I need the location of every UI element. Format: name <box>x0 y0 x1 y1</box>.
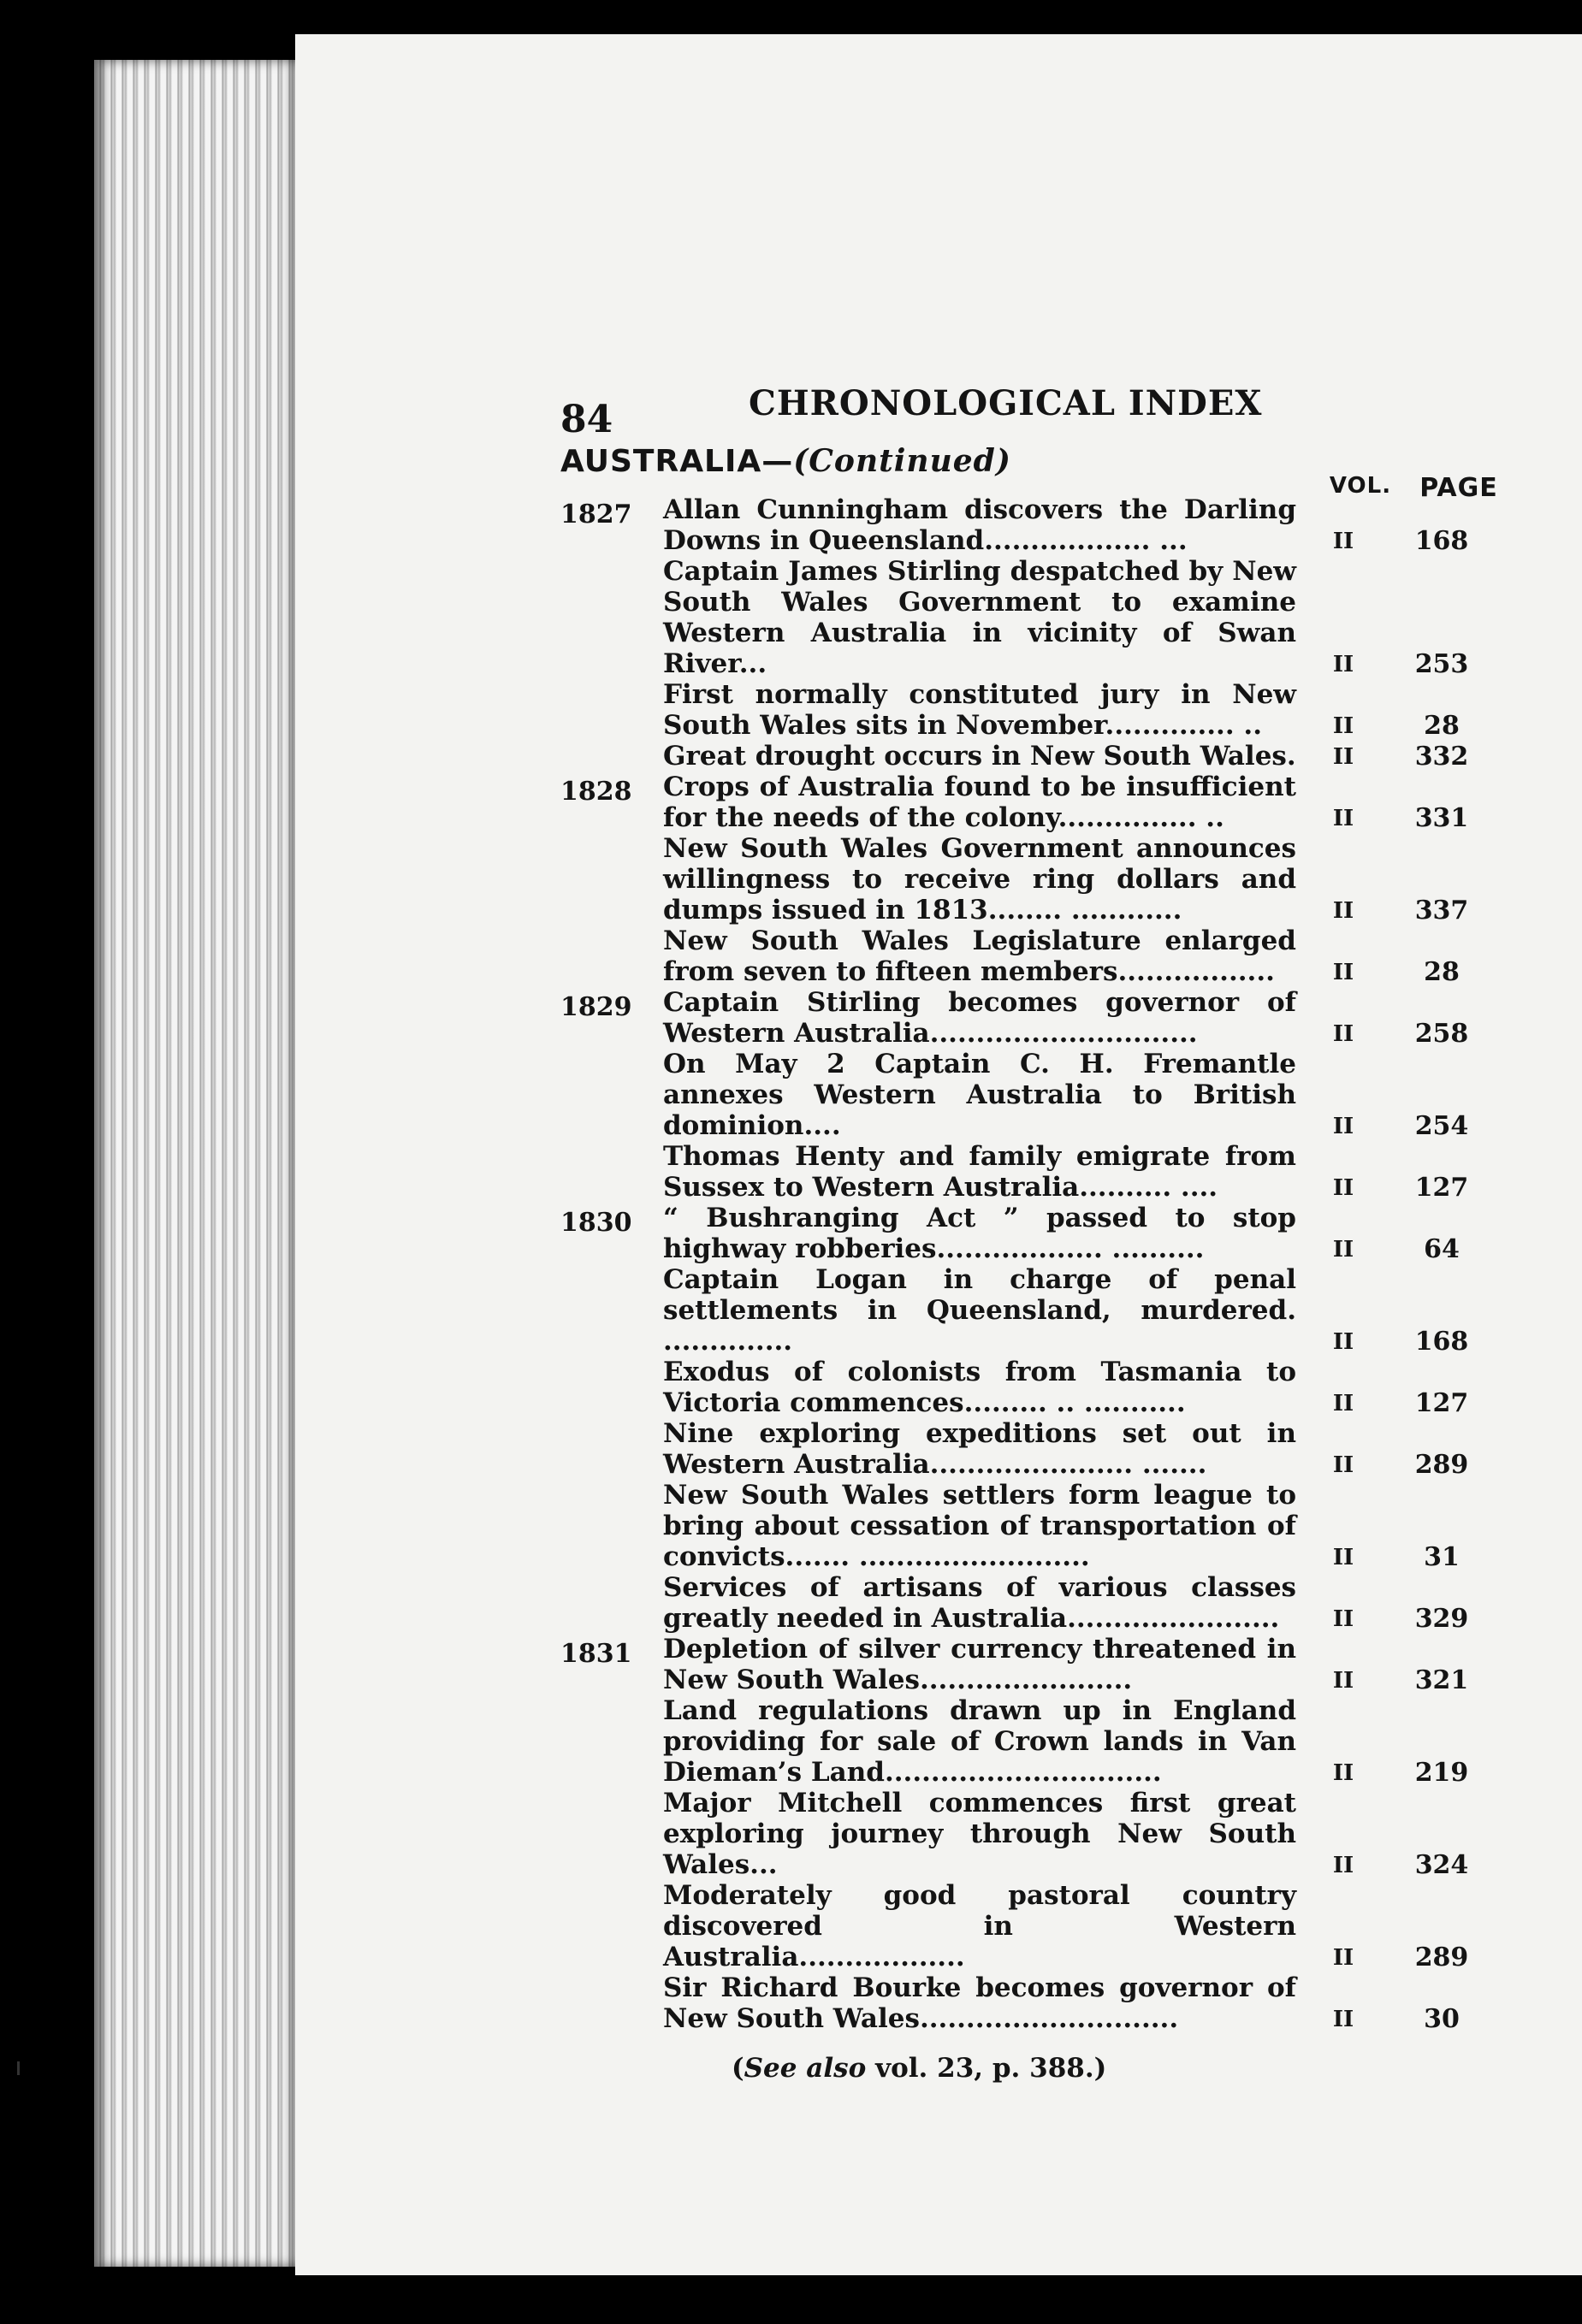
entry-volume: II <box>1332 960 1354 985</box>
entry-year: 1827 <box>560 500 632 529</box>
entry-volume: II <box>1332 1114 1354 1139</box>
entry-page: 289 <box>1414 1943 1469 1972</box>
section-heading-row <box>560 435 1510 503</box>
entry-page: 332 <box>1414 742 1469 772</box>
index-entry <box>560 1788 1510 1880</box>
index-entry <box>560 494 1510 556</box>
entry-text: New South Wales Government announces willingness to receive ring dollars and dumps issued in 1813........ ............ <box>663 833 1296 925</box>
entry-volume: II <box>1332 744 1354 770</box>
entry-text: Exodus of colonists from Tasmania to Victoria commences......... .. ........... <box>663 1357 1296 1418</box>
index-entry <box>560 1357 1510 1418</box>
entry-year <box>560 833 629 838</box>
entry-text: Great drought occurs in New South Wales. <box>663 741 1296 772</box>
page-sheet <box>295 34 1582 2275</box>
entry-text: Services of artisans of various classes greatly needed in Australia....................... <box>663 1572 1296 1634</box>
footnote-reference: vol. 23, p. 388.) <box>866 2053 1107 2084</box>
index-entry <box>560 1695 1510 1788</box>
index-entry <box>560 1634 1510 1695</box>
page-number: 84 <box>560 398 613 441</box>
index-entry <box>560 833 1510 925</box>
entry-page: 28 <box>1424 711 1460 741</box>
entry-year <box>560 1357 629 1362</box>
entry-page: 289 <box>1414 1450 1469 1480</box>
entry-year <box>560 1141 629 1146</box>
entry-page: 168 <box>1414 1327 1469 1357</box>
entry-volume: II <box>1332 1853 1354 1878</box>
section-name: AUSTRALIA— <box>560 444 794 479</box>
entry-volume: II <box>1332 898 1354 924</box>
running-head <box>560 351 1510 441</box>
entry-page: 258 <box>1414 1019 1469 1049</box>
entry-volume: II <box>1332 713 1354 739</box>
entry-text: Crops of Australia found to be insufficient for the needs of the colony............... .. <box>663 772 1296 833</box>
entry-text: Captain Logan in charge of penal settlements in Queensland, murdered. .............. <box>663 1264 1296 1357</box>
footnote-open: ( <box>732 2053 744 2084</box>
column-header-vol: VOL. <box>1329 473 1392 499</box>
entry-year <box>560 1049 629 1054</box>
entry-volume: II <box>1332 652 1354 677</box>
book-page-edges <box>94 60 308 2267</box>
entry-page: 64 <box>1424 1234 1460 1264</box>
index-entry <box>560 1264 1510 1357</box>
entry-year <box>560 556 629 561</box>
entry-text: Thomas Henty and family emigrate from Sussex to Western Australia.......... .... <box>663 1141 1296 1203</box>
entry-volume: II <box>1332 1545 1354 1570</box>
footnote-see-also: See also <box>744 2053 867 2084</box>
index-entry <box>560 1203 1510 1264</box>
entry-volume: II <box>1332 1391 1354 1416</box>
entry-text: Sir Richard Bourke becomes governor of New South Wales............................ <box>663 1972 1296 2034</box>
entry-page: 331 <box>1414 803 1469 833</box>
index-entry <box>560 1572 1510 1634</box>
entry-page: 321 <box>1414 1665 1469 1695</box>
footnote <box>560 2053 1510 2084</box>
entry-volume: II <box>1332 1237 1354 1263</box>
index-entry <box>560 1418 1510 1480</box>
index-entry <box>560 741 1510 772</box>
entry-text: New South Wales Legislature enlarged from seven to fifteen members................. <box>663 925 1296 987</box>
page-content <box>560 351 1510 2084</box>
column-header-page: PAGE <box>1419 473 1498 503</box>
entry-year <box>560 741 629 746</box>
entry-text: Depletion of silver currency threatened in New South Wales....................... <box>663 1634 1296 1695</box>
index-entry <box>560 925 1510 987</box>
entry-year <box>560 1788 629 1793</box>
index-entry <box>560 1972 1510 2034</box>
entry-volume: II <box>1332 806 1354 831</box>
entry-page: 30 <box>1424 2004 1460 2034</box>
entry-year: 1828 <box>560 777 632 807</box>
entry-text: Captain Stirling becomes governor of Western Australia............................. <box>663 987 1296 1049</box>
index-entry <box>560 772 1510 833</box>
entry-page: 253 <box>1414 649 1469 679</box>
section-continued: (Continued) <box>793 443 1011 479</box>
entry-volume: II <box>1332 1668 1354 1694</box>
dust-speck <box>17 2061 20 2075</box>
entry-page: 31 <box>1424 1542 1460 1572</box>
entry-text: Land regulations drawn up in England providing for sale of Crown lands in Van Dieman’s Land.............................. <box>663 1695 1296 1788</box>
entry-page: 337 <box>1414 896 1469 925</box>
entry-year <box>560 679 629 684</box>
index-entry <box>560 1480 1510 1572</box>
entry-year <box>560 1418 629 1423</box>
entry-volume: II <box>1332 1760 1354 1786</box>
index-entry <box>560 679 1510 741</box>
entry-page: 324 <box>1414 1850 1469 1880</box>
entry-volume: II <box>1332 1329 1354 1355</box>
entry-volume: II <box>1332 1945 1354 1971</box>
entry-text: Captain James Stirling despatched by New South Wales Government to examine Western Australia in vicinity of Swan River... <box>663 556 1296 679</box>
index-entry <box>560 1880 1510 1972</box>
index-entry <box>560 556 1510 679</box>
entry-year <box>560 1572 629 1577</box>
entry-volume: II <box>1332 2007 1354 2032</box>
entry-page: 329 <box>1414 1604 1469 1634</box>
index-entries <box>560 494 1510 2034</box>
entry-text: Nine exploring expeditions set out in Western Australia...................... ....... <box>663 1418 1296 1480</box>
entry-page: 219 <box>1414 1758 1469 1788</box>
entry-year: 1831 <box>560 1639 632 1669</box>
entry-volume: II <box>1332 1606 1354 1632</box>
entry-volume: II <box>1332 1021 1354 1047</box>
index-entry <box>560 1049 1510 1141</box>
entry-text: “ Bushranging Act ” passed to stop highway robberies.................. .......... <box>663 1203 1296 1264</box>
entry-volume: II <box>1332 1452 1354 1478</box>
entry-page: 127 <box>1414 1173 1469 1203</box>
entry-year: 1829 <box>560 992 632 1022</box>
entry-text: First normally constituted jury in New South Wales sits in November.............. .. <box>663 679 1296 741</box>
section-title <box>560 443 1011 479</box>
entry-year <box>560 1480 629 1485</box>
index-entry <box>560 1141 1510 1203</box>
entry-volume: II <box>1332 1175 1354 1201</box>
entry-year <box>560 925 629 931</box>
entry-text: Major Mitchell commences first great exploring journey through New South Wales... <box>663 1788 1296 1880</box>
entry-year <box>560 1264 629 1269</box>
entry-text: On May 2 Captain C. H. Fremantle annexes Western Australia to British dominion.... <box>663 1049 1296 1141</box>
running-title: CHRONOLOGICAL INDEX <box>749 383 1263 423</box>
entry-volume: II <box>1332 529 1354 554</box>
entry-year <box>560 1880 629 1885</box>
entry-page: 28 <box>1424 957 1460 987</box>
entry-page: 127 <box>1414 1388 1469 1418</box>
entry-page: 254 <box>1414 1111 1469 1141</box>
entry-text: Moderately good pastoral country discovered in Western Australia.................. <box>663 1880 1296 1972</box>
entry-page: 168 <box>1414 526 1469 556</box>
entry-text: New South Wales settlers form league to bring about cessation of transportation of convicts....... ......................... <box>663 1480 1296 1572</box>
index-entry <box>560 987 1510 1049</box>
entry-text: Allan Cunningham discovers the Darling Downs in Queensland.................. ... <box>663 494 1296 556</box>
entry-year <box>560 1695 629 1700</box>
entry-year: 1830 <box>560 1208 632 1238</box>
entry-year <box>560 1972 629 1978</box>
